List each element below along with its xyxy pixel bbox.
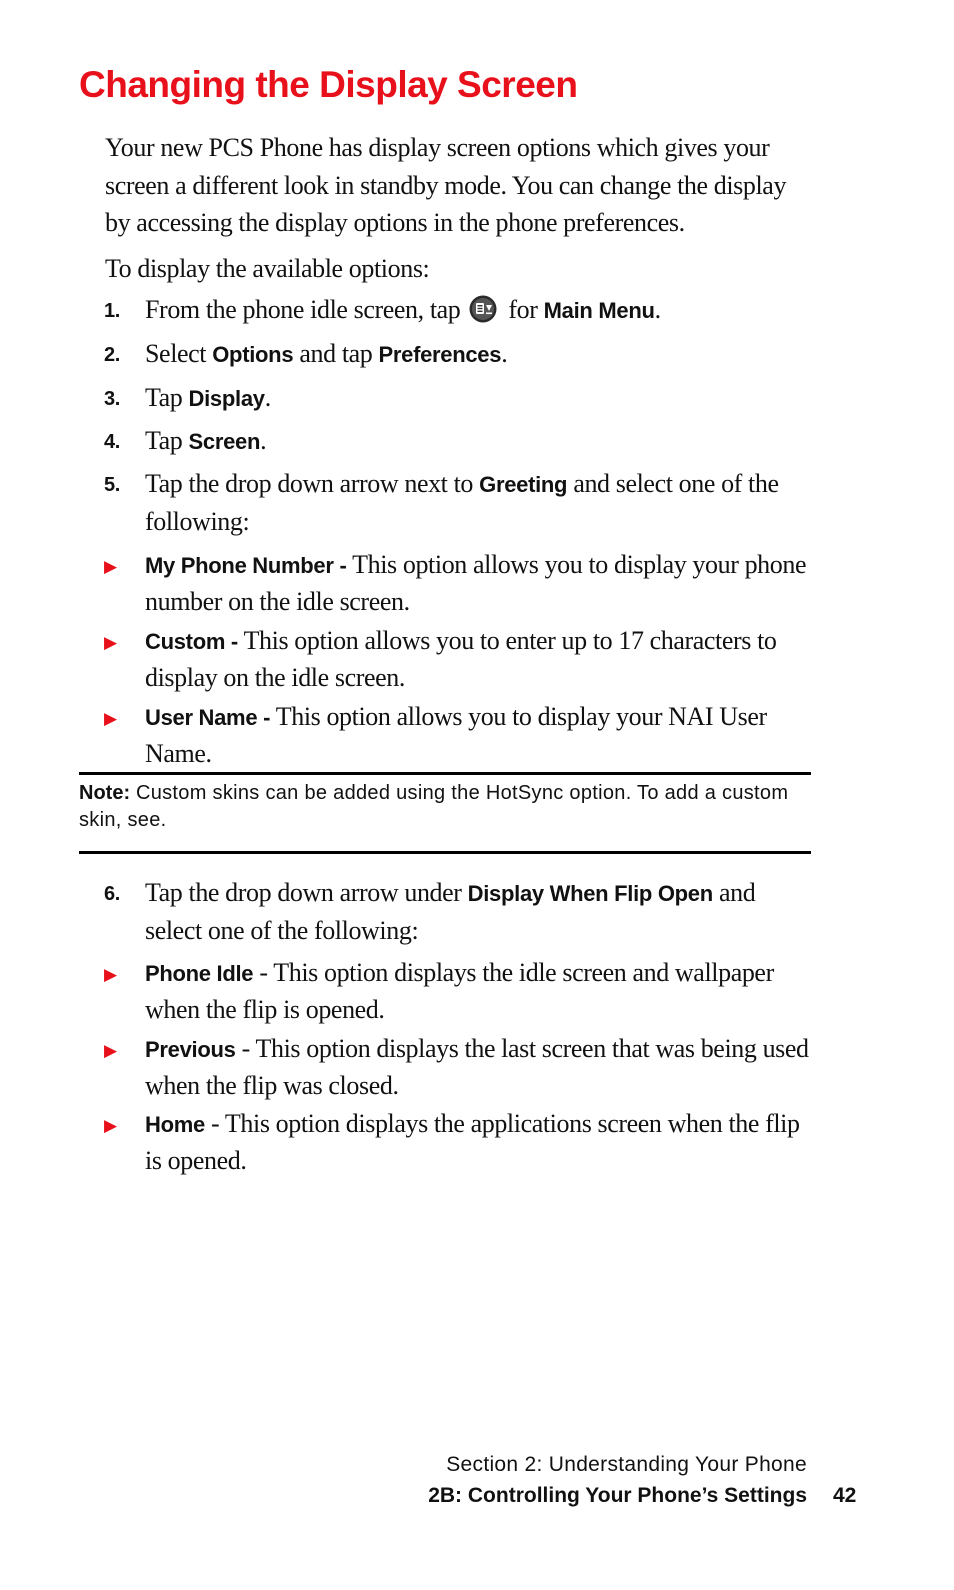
option-desc: This option allows you to display your NAI User Name. bbox=[145, 702, 767, 768]
step-1 bbox=[104, 291, 814, 329]
list-item bbox=[104, 623, 814, 696]
footer-chapter: 2B: Controlling Your Phone’s Settings bbox=[428, 1484, 807, 1507]
step-3 bbox=[104, 379, 814, 417]
main-menu-label: Main Menu bbox=[543, 298, 655, 323]
step-number: 6. bbox=[104, 883, 120, 905]
option-label: User Name - bbox=[145, 705, 271, 730]
option-label: Phone Idle bbox=[145, 961, 254, 986]
bullet-arrow-icon: ▶ bbox=[104, 557, 117, 577]
step-text: for bbox=[508, 295, 538, 324]
options-label: Options bbox=[212, 342, 294, 367]
list-item bbox=[104, 699, 814, 772]
step-2 bbox=[104, 335, 814, 373]
note-text: Custom skins can be added using the HotSync option. To add a custom skin, see. bbox=[79, 782, 789, 831]
step-number: 1. bbox=[104, 300, 120, 322]
page-number: 42 bbox=[833, 1484, 857, 1507]
step-number: 2. bbox=[104, 344, 120, 366]
main-menu-icon bbox=[468, 294, 498, 324]
note-bottom-rule bbox=[79, 851, 811, 854]
step-text: and select one of the following: bbox=[145, 469, 779, 536]
footer-section: Section 2: Understanding Your Phone bbox=[446, 1453, 807, 1476]
page-title: Changing the Display Screen bbox=[79, 64, 578, 105]
note-label: Note: bbox=[79, 782, 131, 804]
option-label: Previous bbox=[145, 1037, 236, 1062]
step-number: 5. bbox=[104, 474, 120, 496]
step-text: Tap the drop down arrow under bbox=[145, 878, 462, 907]
option-desc: - This option displays the idle screen and wallpaper when the flip is opened. bbox=[145, 958, 774, 1024]
list-item bbox=[104, 547, 814, 620]
intro-paragraph: Your new PCS Phone has display screen options which gives your screen a different look in standby mode. You can change the display by accessing the display options in the phone preferences. bbox=[105, 133, 787, 237]
bullet-arrow-icon: ▶ bbox=[104, 633, 117, 653]
greeting-label: Greeting bbox=[479, 472, 568, 497]
option-label: Home bbox=[145, 1112, 205, 1137]
option-desc: This option allows you to enter up to 17 characters to display on the idle screen. bbox=[145, 626, 777, 692]
note-top-rule bbox=[79, 772, 811, 775]
step-text: Tap the drop down arrow next to bbox=[145, 469, 474, 498]
step-number: 4. bbox=[104, 431, 120, 453]
step-punct: . bbox=[654, 295, 661, 324]
option-desc: - This option displays the applications screen when the flip is opened. bbox=[145, 1109, 800, 1175]
display-when-flip-open-label: Display When Flip Open bbox=[467, 881, 713, 906]
list-item bbox=[104, 1031, 814, 1104]
screen-label: Screen bbox=[188, 429, 261, 454]
step-punct: . bbox=[260, 426, 267, 455]
list-item bbox=[104, 955, 814, 1028]
step-4 bbox=[104, 422, 814, 460]
option-label: My Phone Number - bbox=[145, 553, 347, 578]
list-item bbox=[104, 1106, 814, 1179]
bullet-arrow-icon: ▶ bbox=[104, 1041, 117, 1061]
bullet-arrow-icon: ▶ bbox=[104, 965, 117, 985]
note-box bbox=[79, 780, 799, 834]
step-text: From the phone idle screen, tap bbox=[145, 295, 461, 324]
step-5 bbox=[104, 465, 814, 540]
option-desc: This option allows you to display your phone number on the idle screen. bbox=[145, 550, 807, 616]
step-number: 3. bbox=[104, 388, 120, 410]
step-punct: . bbox=[501, 339, 508, 368]
bullet-arrow-icon: ▶ bbox=[104, 709, 117, 729]
step-text: and select one of the following: bbox=[145, 878, 756, 945]
option-desc: - This option displays the last screen that was being used when the flip was closed. bbox=[145, 1034, 809, 1100]
display-label: Display bbox=[188, 386, 265, 411]
preferences-label: Preferences bbox=[378, 342, 502, 367]
lead-paragraph: To display the available options: bbox=[105, 254, 430, 283]
bullet-arrow-icon: ▶ bbox=[104, 1116, 117, 1136]
step-punct: . bbox=[264, 383, 271, 412]
option-label: Custom - bbox=[145, 629, 238, 654]
step-text: and tap bbox=[299, 339, 373, 368]
step-text: Select bbox=[145, 339, 207, 368]
step-text: Tap bbox=[145, 383, 183, 412]
step-6 bbox=[104, 874, 814, 949]
step-text: Tap bbox=[145, 426, 183, 455]
